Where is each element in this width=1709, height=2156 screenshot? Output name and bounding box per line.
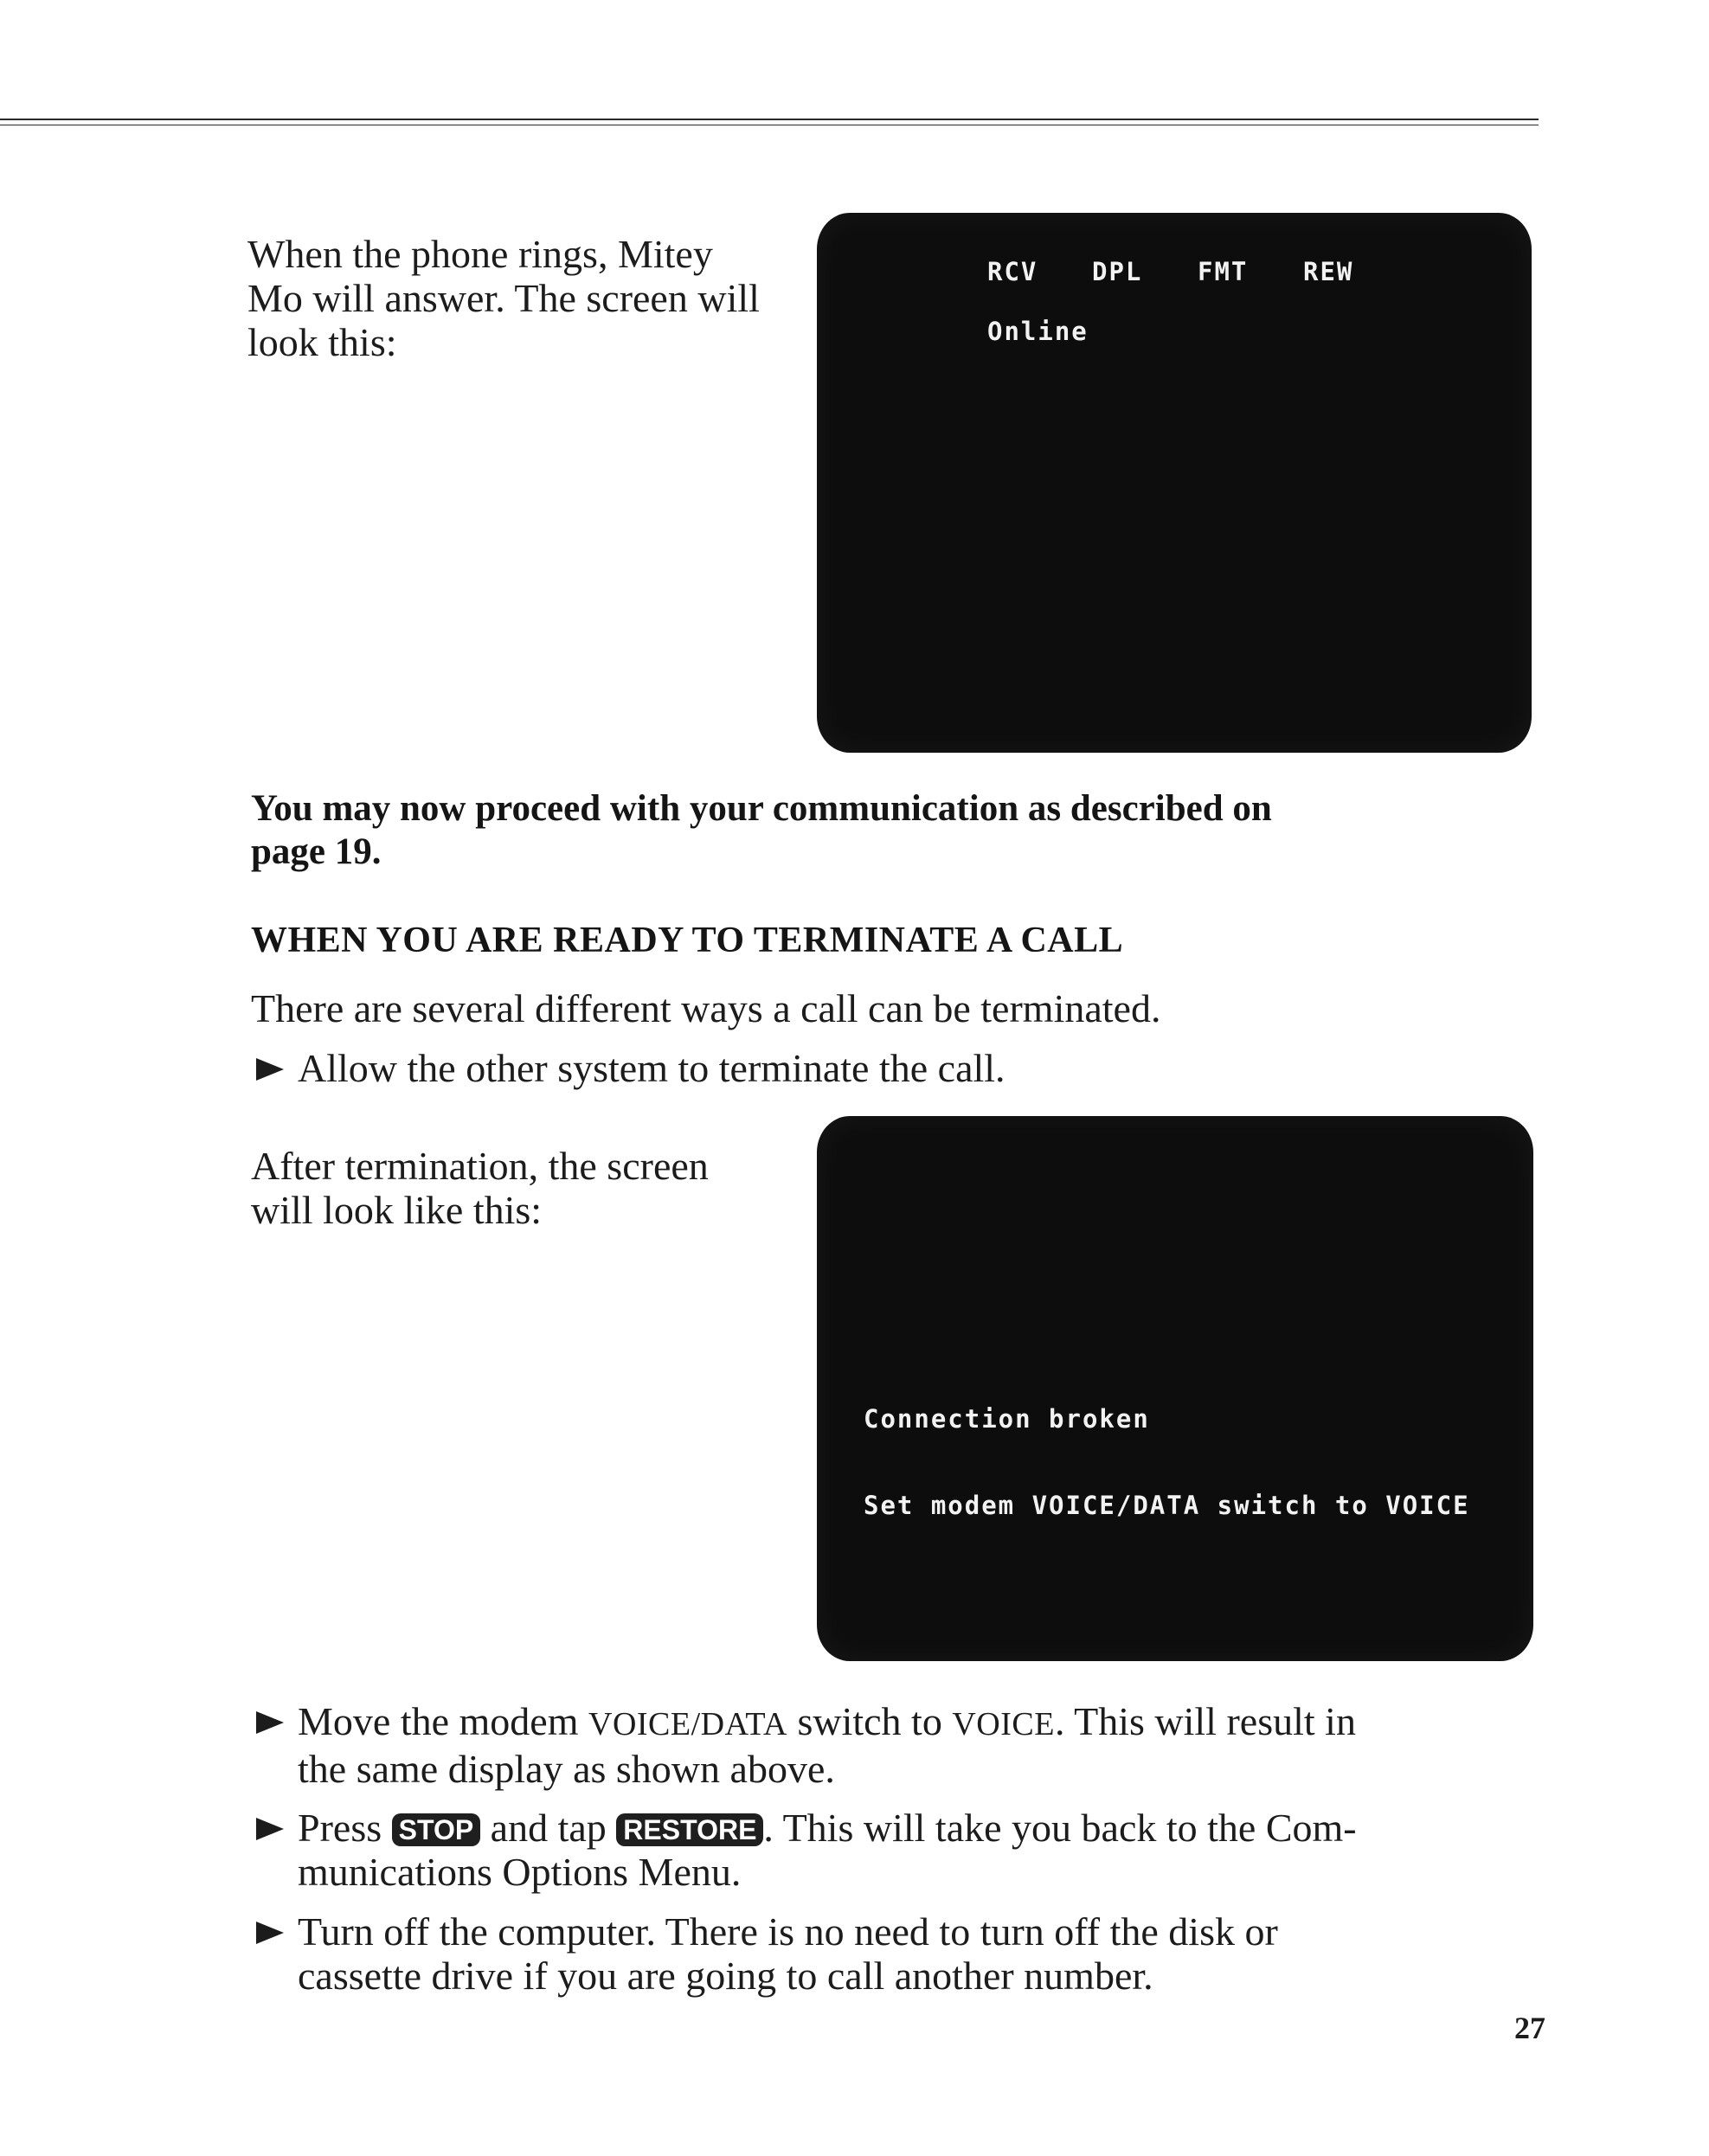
bullet-turn-off <box>256 1909 1468 1998</box>
bullet-text-part: . This will result in <box>1054 1699 1356 1743</box>
screen-online <box>817 213 1532 753</box>
section-intro: There are several different ways a call can be terminated. <box>251 986 1161 1030</box>
bullet-text-part: and tap <box>480 1806 617 1850</box>
bullet-text <box>298 1806 1468 1894</box>
screen-connection-broken <box>817 1116 1533 1661</box>
screen-line-set-modem: Set modem VOICE/DATA switch to VOICE <box>864 1491 1470 1520</box>
bullet-arrow-icon <box>256 1922 284 1944</box>
bullet-text-part: Press <box>298 1806 392 1850</box>
proceed-line-1: You may now proceed with your communication as described on <box>251 788 1272 829</box>
bullet-text-part: switch to <box>787 1699 953 1743</box>
section-heading: WHEN YOU ARE READY TO TERMINATE A CALL <box>251 921 1124 960</box>
screen-menu-rcv: RCV <box>987 257 1038 286</box>
proceed-paragraph <box>251 787 1376 874</box>
bullet-move-switch <box>256 1699 1468 1791</box>
bullet-text <box>298 1909 1468 1998</box>
screen-menu-fmt: FMT <box>1198 257 1249 286</box>
bullet-text <box>298 1699 1468 1791</box>
header-rule <box>0 119 1539 120</box>
screen-status-online: Online <box>987 317 1089 346</box>
page-number: 27 <box>1514 2011 1545 2045</box>
bullet-text-line-2: cassette drive if you are going to call another number. <box>298 1954 1153 1998</box>
bullet-text: Allow the other system to terminate the call. <box>298 1046 1005 1090</box>
intro-line-2: Mo will answer. The screen will <box>247 276 760 320</box>
bullet-arrow-icon <box>256 1711 284 1734</box>
intro-line-1: When the phone rings, Mitey <box>247 232 713 276</box>
bullet-allow-terminate <box>256 1046 1005 1090</box>
bullet-text-line-2: the same display as shown above. <box>298 1747 835 1791</box>
screen-menu-dpl: DPL <box>1092 257 1143 286</box>
intro-line-3: look this: <box>247 320 397 364</box>
bullet-text-line-2: munications Options Menu. <box>298 1850 742 1894</box>
bullet-arrow-icon <box>256 1818 284 1840</box>
bullet-press-stop <box>256 1806 1468 1894</box>
switch-value: VOICE <box>952 1706 1055 1742</box>
switch-name: VOICE/DATA <box>588 1706 787 1742</box>
bullet-text-part: Move the modem <box>298 1699 588 1743</box>
intro-paragraph <box>247 232 784 364</box>
bullet-arrow-icon <box>256 1058 284 1081</box>
after-paragraph <box>251 1144 770 1232</box>
bullet-text-line-1: Turn off the computer. There is no need to turn off the disk or <box>298 1909 1278 1954</box>
screen-menu-rew: REW <box>1303 257 1354 286</box>
proceed-line-2: page 19. <box>251 831 382 872</box>
after-line-1: After termination, the screen <box>251 1144 709 1188</box>
stop-key: STOP <box>392 1813 481 1846</box>
bullet-text-part: . This will take you back to the Com- <box>763 1806 1357 1850</box>
after-line-2: will look like this: <box>251 1188 543 1232</box>
restore-key: RESTORE <box>616 1813 763 1846</box>
screen-line-connection-broken: Connection broken <box>864 1404 1150 1434</box>
